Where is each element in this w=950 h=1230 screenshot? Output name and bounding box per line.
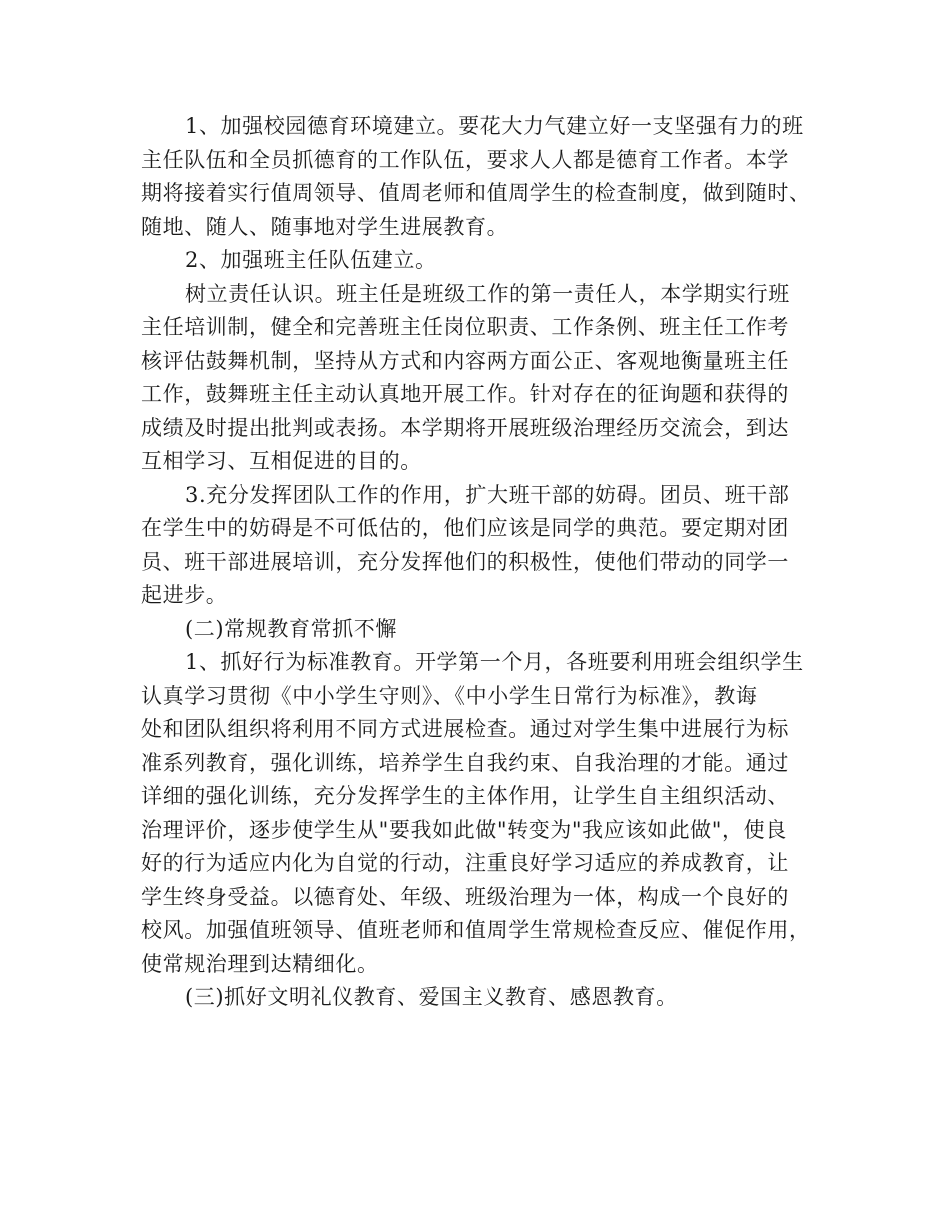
document-body xyxy=(141,110,831,1015)
text-line: 主任队伍和全员抓德育的工作队伍，要求人人都是德育工作者。本学 xyxy=(141,147,789,172)
paragraph xyxy=(141,110,831,244)
text-line: 好的行为适应内化为自觉的行动，注重良好学习适应的养成教育，让 xyxy=(141,851,789,875)
text-line: 使常规治理到达精细化。 xyxy=(141,951,379,976)
paragraph xyxy=(141,646,831,981)
text-line: 准系列教育，强化训练，培养学生自我约束、自我治理的才能。通过 xyxy=(141,750,789,775)
text-line: 处和团队组织将利用不同方式进展检查。通过对学生集中进展行为标 xyxy=(141,717,789,741)
text-line: 随地、随人、随事地对学生进展教育。 xyxy=(141,214,509,239)
text-line: 核评估鼓舞机制，坚持从方式和内容两方面公正、客观地衡量班主任 xyxy=(141,348,789,373)
text-line: 3.充分发挥团队工作的作用，扩大班干部的妨碍。团员、班干部 xyxy=(185,482,790,507)
text-line: 治理评价，逐步使学生从"要我如此做"转变为"我应该如此做"，使良 xyxy=(141,817,787,842)
text-line: 起进步。 xyxy=(141,583,228,607)
paragraph xyxy=(141,479,831,613)
text-line: 期将接着实行值周领导、值周老师和值周学生的检查制度，做到随时、 xyxy=(141,181,811,205)
text-line: 1、抓好行为标准教育。开学第一个月，各班要利用班会组织学生 xyxy=(185,650,804,674)
section-heading: (三)抓好文明礼仪教育、爱国主义教育、感恩教育。 xyxy=(185,985,678,1009)
paragraph xyxy=(141,244,831,278)
paragraph xyxy=(141,613,831,647)
text-line: 2、加强班主任队伍建立。 xyxy=(185,248,437,272)
text-line: 在学生中的妨碍是不可低估的，他们应该是同学的典范。要定期对团 xyxy=(141,516,789,540)
text-line: 互相学习、互相促进的目的。 xyxy=(141,449,422,473)
text-line: 1、加强校园德育环境建立。要花大力气建立好一支坚强有力的班 xyxy=(185,114,804,138)
text-line: 成绩及时提出批判或表扬。本学期将开展班级治理经历交流会，到达 xyxy=(141,415,789,440)
text-line: 员、班干部进展培训，充分发挥他们的积极性，使他们带动的同学一 xyxy=(141,549,789,574)
text-line: 学生终身受益。以德育处、年级、班级治理为一体，构成一个良好的 xyxy=(141,884,789,909)
text-line: 校风。加强值班领导、值班老师和值周学生常规检查反应、催促作用， xyxy=(141,918,811,942)
text-line: 详细的强化训练，充分发挥学生的主体作用，让学生自主组织活动、 xyxy=(141,784,789,808)
text-line: 主任培训制，健全和完善班主任岗位职责、工作条例、班主任工作考 xyxy=(141,315,789,339)
paragraph xyxy=(141,981,831,1015)
section-heading: (二)常规教育常抓不懈 xyxy=(185,616,397,641)
text-line: 认真学习贯彻《中小学生守则》、《中小学生日常行为标准》，教诲 xyxy=(141,683,758,708)
text-line: 树立责任认识。班主任是班级工作的第一责任人，本学期实行班 xyxy=(185,281,790,306)
paragraph xyxy=(141,278,831,479)
text-line: 工作，鼓舞班主任主动认真地开展工作。针对存在的征询题和获得的 xyxy=(141,382,789,406)
